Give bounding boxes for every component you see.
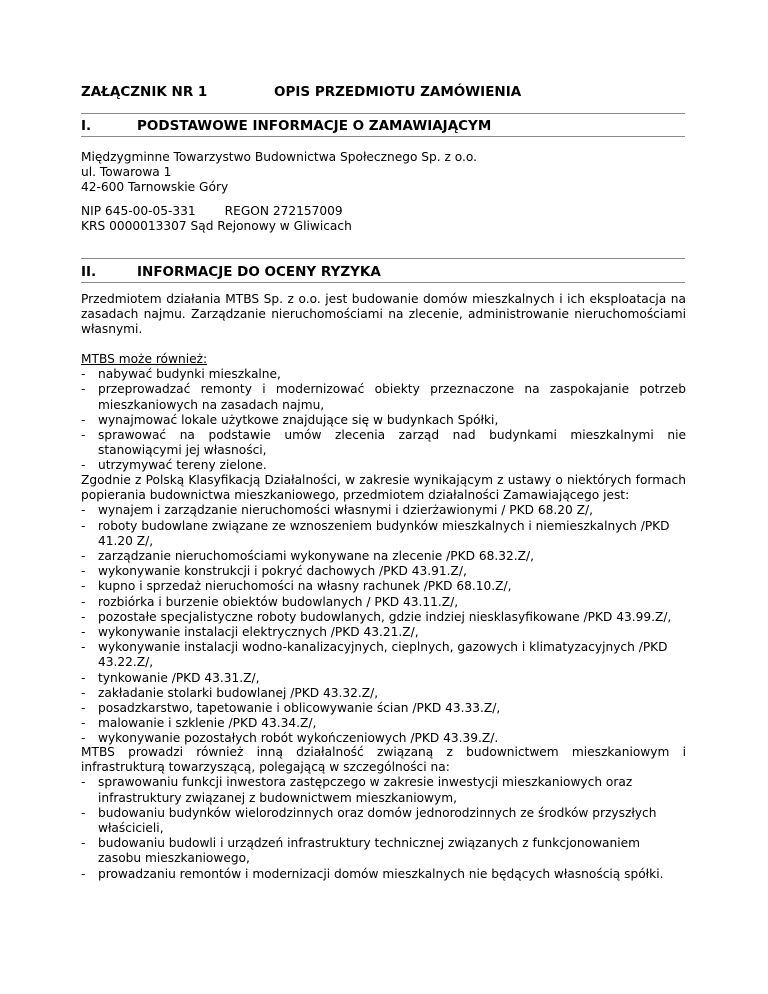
other-activity-list <box>81 775 686 881</box>
pkd-list <box>81 503 686 746</box>
attachment-label: ZAŁĄCZNIK NR 1 <box>81 84 208 100</box>
section-1-title: PODSTAWOWE INFORMACJE O ZAMAWIAJĄCYM <box>137 118 492 134</box>
document-title: OPIS PRZEDMIOTU ZAMÓWIENIA <box>274 84 522 100</box>
list-item: - roboty budowlane związane ze wznoszeniem budynków mieszkalnych i niemieszkalnych /PKD 41.20 Z/, <box>81 519 686 549</box>
may-also-section <box>81 352 686 474</box>
list-item: - przeprowadzać remonty i modernizować obiekty przeznaczone na zaspokajanie potrzeb mieszkaniowych na zasadach najmu, <box>81 382 686 412</box>
list-item: - kupno i sprzedaż nieruchomości na własny rachunek /PKD 68.10.Z/, <box>81 579 686 594</box>
company-registration <box>81 204 686 234</box>
pkd-intro: Zgodnie z Polską Klasyfikacją Działalności, w zakresie wynikającym z ustawy o niektórych formach popierania budownictwa mieszkaniowego, przedmiotem działalności Zamawiającego jest: <box>81 473 686 503</box>
list-item: - wykonywanie pozostałych robót wykończeniowych /PKD 43.39.Z/. <box>81 731 686 746</box>
section-2-number: II. <box>81 264 97 280</box>
list-item: - sprawowaniu funkcji inwestora zastępczego w zakresie inwestycji mieszkaniowych oraz infrastruktury związanej z budownictwem mieszkaniowym, <box>81 775 686 805</box>
activity-intro <box>81 292 686 338</box>
list-item: - budowaniu budynków wielorodzinnych oraz domów jednorodzinnych ze środków przyszłych właścicieli, <box>81 806 686 836</box>
section-2-title: INFORMACJE DO OCENY RYZYKA <box>137 264 381 280</box>
section-1-number: I. <box>81 118 92 134</box>
section-2-top-rule <box>81 258 685 259</box>
activity-intro-text: Przedmiotem działania MTBS Sp. z o.o. jest budowanie domów mieszkalnych i ich eksploatacja na zasadach najmu. Zarządzanie nieruchomościami na zlecenie, administrowanie nieruchomościami własnymi. <box>81 292 686 337</box>
company-street: ul. Towarowa 1 <box>81 165 172 180</box>
may-also-list <box>81 367 686 473</box>
list-item: - wykonywanie instalacji elektrycznych /PKD 43.21.Z/, <box>81 625 686 640</box>
nip-number: NIP 645-00-05-331 <box>81 204 196 218</box>
pkd-section <box>81 473 686 747</box>
list-item: - prowadzaniu remontów i modernizacji domów mieszkalnych nie będących własnością spółki. <box>81 867 686 882</box>
company-name: Międzygminne Towarzystwo Budownictwa Społecznego Sp. z o.o. <box>81 150 478 164</box>
list-item: - utrzymywać tereny zielone. <box>81 458 686 473</box>
list-item: - sprawować na podstawie umów zlecenia zarząd nad budynkami mieszkalnymi nie stanowiącymi jej własności, <box>81 428 686 458</box>
list-item: - wykonywanie instalacji wodno-kanalizacyjnych, cieplnych, gazowych i klimatyzacyjnych /PKD 43.22.Z/, <box>81 640 686 670</box>
other-activity-section <box>81 745 686 882</box>
list-item: - rozbiórka i burzenie obiektów budowlanych / PKD 43.11.Z/, <box>81 595 686 610</box>
list-item: - zarządzanie nieruchomościami wykonywane na zlecenie /PKD 68.32.Z/, <box>81 549 686 564</box>
company-address <box>81 150 686 196</box>
list-item: - nabywać budynki mieszkalne, <box>81 367 686 382</box>
section-2-bottom-rule <box>81 282 685 283</box>
krs-line: KRS 0000013307 Sąd Rejonowy w Gliwicach <box>81 219 352 234</box>
section-1-top-rule <box>81 113 685 114</box>
nip-regon-line <box>81 204 686 219</box>
list-item: - budowaniu budowli i urządzeń infrastruktury technicznej związanych z funkcjonowaniem zasobu mieszkaniowego, <box>81 836 686 866</box>
list-item: - wykonywanie konstrukcji i pokryć dachowych /PKD 43.91.Z/, <box>81 564 686 579</box>
other-activity-intro: MTBS prowadzi również inną działalność związaną z budownictwem mieszkaniowym i infrastrukturą towarzyszącą, polegającą w szczególności na: <box>81 745 686 775</box>
list-item: - wynajmować lokale użytkowe znajdujące się w budynkach Spółki, <box>81 413 686 428</box>
section-1-bottom-rule <box>81 136 685 137</box>
list-item: - pozostałe specjalistyczne roboty budowlanych, gdzie indziej niesklasyfikowane /PKD 43.99.Z/, <box>81 610 686 625</box>
list-item: - tynkowanie /PKD 43.31.Z/, <box>81 671 686 686</box>
list-item: - malowanie i szklenie /PKD 43.34.Z/, <box>81 716 686 731</box>
regon-number: REGON 272157009 <box>224 204 343 218</box>
list-item: - posadzkarstwo, tapetowanie i oblicowywanie ścian /PKD 43.33.Z/, <box>81 701 686 716</box>
list-item: - zakładanie stolarki budowlanej /PKD 43.32.Z/, <box>81 686 686 701</box>
list-item: - wynajem i zarządzanie nieruchomości własnymi i dzierżawionymi / PKD 68.20 Z/, <box>81 503 686 518</box>
may-also-title: MTBS może również: <box>81 352 208 366</box>
company-city: 42-600 Tarnowskie Góry <box>81 180 229 195</box>
